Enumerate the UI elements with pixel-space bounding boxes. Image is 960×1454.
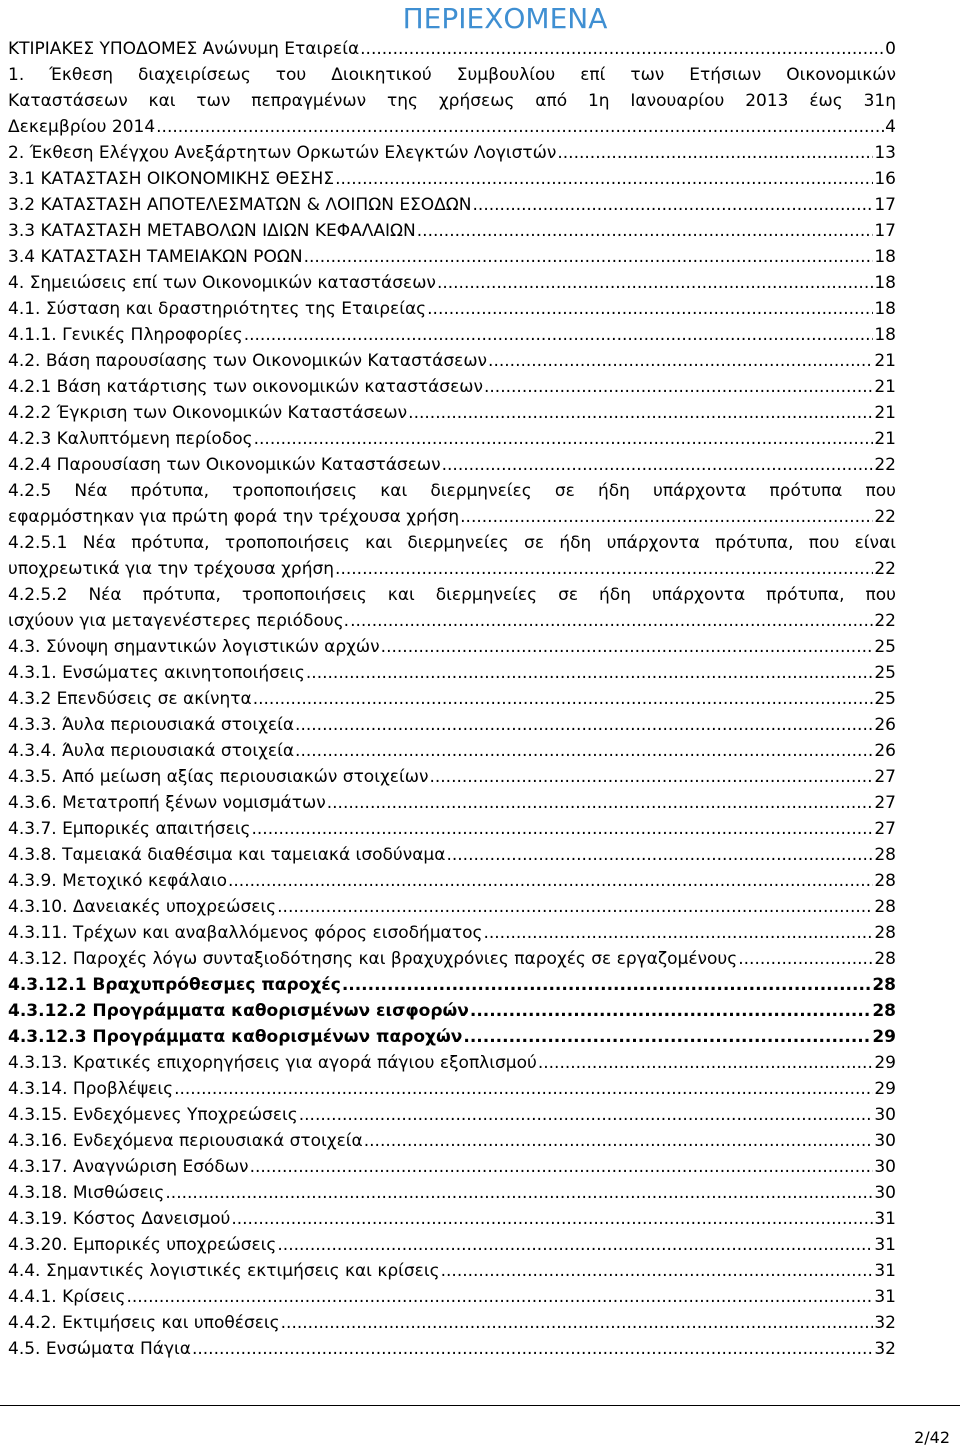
toc-page-number: 26 <box>874 715 896 735</box>
toc-entry[interactable] <box>8 1076 896 1102</box>
toc-entry-title: εφαρμόστηκαν για πρώτη φορά την τρέχουσα χρήση <box>8 507 460 527</box>
toc-entry-title: 4.3.3. Άυλα περιουσιακά στοιχεία <box>8 715 295 735</box>
toc-entry-title: 3.1 ΚΑΤΑΣΤΑΣΗ ΟΙΚΟΝΟΜΙΚΗΣ ΘΕΣΗΣ <box>8 169 335 189</box>
toc-entry[interactable] <box>8 1310 896 1336</box>
toc-entry[interactable] <box>8 192 896 218</box>
toc-entry-title: 4.3.12.1 Βραχυπρόθεσμες παροχές <box>8 975 341 995</box>
toc-page-number: 17 <box>874 195 896 215</box>
toc-page-number: 21 <box>874 403 896 423</box>
toc-entry-title: 4.3.12. Παροχές λόγω συνταξιοδότησης και βραχυχρόνιες παροχές σε εργαζομένους <box>8 949 738 969</box>
toc-entry[interactable] <box>8 816 896 842</box>
toc-page-number: 28 <box>872 975 896 995</box>
toc-entry-title: 3.2 ΚΑΤΑΣΤΑΣΗ ΑΠΟΤΕΛΕΣΜΑΤΩΝ & ΛΟΙΠΩΝ ΕΣΟΔΩΝ <box>8 195 472 215</box>
toc-entry-title: 4.3.20. Εμπορικές υποχρεώσεις <box>8 1235 277 1255</box>
toc-page-number: 30 <box>874 1105 896 1125</box>
table-of-contents <box>8 36 896 1388</box>
toc-dot-leader <box>126 1284 873 1310</box>
toc-entry[interactable] <box>8 400 896 426</box>
toc-entry-row <box>8 764 896 790</box>
toc-page-number: 16 <box>874 169 896 189</box>
toc-entry-title: 4.3. Σύνοψη σημαντικών λογιστικών αρχών <box>8 637 380 657</box>
toc-entry[interactable] <box>8 348 896 374</box>
toc-page-number: 18 <box>874 247 896 267</box>
page-number: 2/42 <box>914 1428 950 1447</box>
toc-entry-row <box>8 504 896 530</box>
toc-entry-title: 4.4. Σημαντικές λογιστικές εκτιμήσεις και κρίσεις <box>8 1261 440 1281</box>
toc-entry[interactable] <box>8 166 896 192</box>
toc-entry[interactable] <box>8 322 896 348</box>
toc-entry[interactable] <box>8 1206 896 1232</box>
toc-dot-leader <box>192 1336 873 1362</box>
toc-page-number: 31 <box>874 1287 896 1307</box>
toc-entry-row <box>8 738 896 764</box>
toc-entry-title: ισχύουν για μεταγενέστερες περιόδους. <box>8 611 350 631</box>
toc-entry-row <box>8 140 896 166</box>
toc-entry[interactable] <box>8 1180 896 1206</box>
toc-entry-row <box>8 1180 896 1206</box>
toc-entry-row <box>8 712 896 738</box>
toc-page-number: 31 <box>874 1209 896 1229</box>
toc-entry-row <box>8 322 896 348</box>
toc-entry[interactable] <box>8 374 896 400</box>
toc-entry-row <box>8 608 896 634</box>
toc-dot-leader <box>253 686 874 712</box>
toc-page-number: 30 <box>874 1131 896 1151</box>
toc-page-number: 28 <box>874 871 896 891</box>
toc-entry-title: 4.3.18. Μισθώσεις <box>8 1183 165 1203</box>
toc-entry-row <box>8 1336 896 1362</box>
toc-dot-leader <box>231 1206 873 1232</box>
toc-entry[interactable] <box>8 946 896 972</box>
toc-dot-leader <box>174 1076 873 1102</box>
toc-entry-row <box>8 842 896 868</box>
toc-dot-leader <box>228 868 873 894</box>
toc-entry-row <box>8 660 896 686</box>
toc-entry[interactable] <box>8 1154 896 1180</box>
toc-entry-title: Δεκεμβρίου 2014 <box>8 117 156 137</box>
toc-page-number: 30 <box>874 1183 896 1203</box>
toc-entry-title: 4.3.7. Εμπορικές απαιτήσεις <box>8 819 251 839</box>
toc-dot-leader <box>470 998 871 1024</box>
toc-entry-row <box>8 1284 896 1310</box>
toc-page-number: 25 <box>874 637 896 657</box>
toc-entry-row <box>8 36 896 62</box>
toc-page-number: 22 <box>874 507 896 527</box>
toc-page-number: 32 <box>874 1339 896 1359</box>
toc-entry-row <box>8 998 896 1024</box>
toc-dot-leader <box>327 790 874 816</box>
toc-entry-title: 3.4 ΚΑΤΑΣΤΑΣΗ ΤΑΜΕΙΑΚΩΝ ΡΟΩΝ <box>8 247 303 267</box>
toc-dot-leader <box>427 296 873 322</box>
toc-dot-leader <box>437 270 873 296</box>
toc-entry-title: υποχρεωτικά για την τρέχουσα χρήση <box>8 559 335 579</box>
toc-entry[interactable] <box>8 1232 896 1258</box>
toc-entry[interactable] <box>8 452 896 478</box>
toc-entry-row <box>8 452 896 478</box>
toc-dot-leader <box>463 1024 871 1050</box>
toc-entry[interactable] <box>8 1258 896 1284</box>
toc-dot-leader <box>381 634 874 660</box>
toc-dot-leader <box>165 1180 873 1206</box>
toc-page-number: 28 <box>874 949 896 969</box>
toc-page-number: 17 <box>874 221 896 241</box>
toc-dot-leader <box>350 608 873 634</box>
toc-page-number: 4 <box>885 117 896 137</box>
toc-dot-leader <box>306 660 873 686</box>
toc-page-number: 27 <box>874 793 896 813</box>
toc-entry[interactable] <box>8 972 896 998</box>
toc-entry-title: 4.3.10. Δανειακές υποχρεώσεις <box>8 897 277 917</box>
toc-dot-leader <box>295 712 873 738</box>
toc-entry-title: 4.2.1 Βάση κατάρτισης των οικονομικών καταστάσεων <box>8 377 483 397</box>
toc-entry-row <box>8 192 896 218</box>
toc-entry-row <box>8 686 896 712</box>
toc-page-number: 29 <box>874 1053 896 1073</box>
toc-entry[interactable] <box>8 842 896 868</box>
toc-entry[interactable] <box>8 920 896 946</box>
toc-entry[interactable] <box>8 582 896 634</box>
toc-entry-row <box>8 1154 896 1180</box>
toc-dot-leader <box>738 946 873 972</box>
toc-dot-leader <box>342 972 872 998</box>
toc-dot-leader <box>538 1050 874 1076</box>
toc-entry-row <box>8 1102 896 1128</box>
toc-entry[interactable] <box>8 62 896 140</box>
toc-dot-leader <box>408 400 873 426</box>
toc-dot-leader <box>473 192 874 218</box>
toc-entry-title: ΚΤΙΡΙΑΚΕΣ ΥΠΟΔΟΜΕΣ Ανώνυμη Εταιρεία <box>8 39 360 59</box>
toc-entry[interactable] <box>8 218 896 244</box>
toc-entry-row <box>8 114 896 140</box>
toc-entry[interactable] <box>8 530 896 582</box>
toc-dot-leader <box>460 504 873 530</box>
toc-dot-leader <box>335 556 873 582</box>
toc-entry-row <box>8 920 896 946</box>
toc-entry-title: 4.3.9. Μετοχικό κεφάλαιο <box>8 871 227 891</box>
toc-dot-leader <box>417 218 874 244</box>
toc-page-number: 13 <box>874 143 896 163</box>
toc-page-number: 28 <box>874 845 896 865</box>
toc-page-number: 18 <box>874 273 896 293</box>
toc-page-number: 26 <box>874 741 896 761</box>
toc-dot-leader <box>281 1310 874 1336</box>
toc-entry[interactable] <box>8 1102 896 1128</box>
toc-entry-title: 4.2. Βάση παρουσίασης των Οικονομικών Καταστάσεων <box>8 351 488 371</box>
toc-entry-row <box>8 634 896 660</box>
toc-page-number: 29 <box>872 1027 896 1047</box>
toc-dot-leader <box>483 920 873 946</box>
toc-dot-leader <box>441 1258 874 1284</box>
toc-entry-title: 4.5. Ενσώματα Πάγια <box>8 1339 191 1359</box>
toc-entry[interactable] <box>8 1284 896 1310</box>
toc-entry-row <box>8 894 896 920</box>
toc-page-number: 25 <box>874 689 896 709</box>
toc-entry[interactable] <box>8 1128 896 1154</box>
toc-entry-title: 4.3.16. Ενδεχόμενα περιουσιακά στοιχεία <box>8 1131 363 1151</box>
toc-entry-row <box>8 374 896 400</box>
toc-page-number: 18 <box>874 299 896 319</box>
toc-dot-leader <box>250 1154 874 1180</box>
toc-dot-leader <box>488 348 873 374</box>
toc-entry[interactable] <box>8 868 896 894</box>
toc-dot-leader <box>254 426 874 452</box>
toc-entry-line: 1. Έκθεση διαχειρίσεως του Διοικητικού Συμβουλίου επί των Ετήσιων Οικονομικών <box>8 65 896 85</box>
toc-entry[interactable] <box>8 1050 896 1076</box>
toc-page-number: 21 <box>874 377 896 397</box>
toc-entry-row <box>8 244 896 270</box>
toc-entry-row <box>8 296 896 322</box>
toc-entry-title: 4.3.8. Ταμειακά διαθέσιμα και ταμειακά ισοδύναμα <box>8 845 446 865</box>
toc-entry-title: 2. Έκθεση Ελέγχου Ανεξάρτητων Ορκωτών Ελεγκτών Λογιστών <box>8 143 557 163</box>
toc-end-spacer <box>8 1362 896 1388</box>
toc-page-number: 22 <box>874 455 896 475</box>
toc-entry-line: 4.2.5 Νέα πρότυπα, τροποποιήσεις και διερμηνείες σε ήδη υπάρχοντα πρότυπα που <box>8 481 896 501</box>
toc-entry-title: 4.3.11. Τρέχων και αναβαλλόμενος φόρος εισοδήματος <box>8 923 483 943</box>
toc-entry-row <box>8 790 896 816</box>
toc-entry-line: 4.2.5.1 Νέα πρότυπα, τροποποιήσεις και διερμηνείες σε ήδη υπάρχοντα πρότυπα, που είναι <box>8 533 896 553</box>
toc-entry[interactable] <box>8 478 896 530</box>
toc-dot-leader <box>156 114 884 140</box>
toc-page-number: 31 <box>874 1235 896 1255</box>
toc-entry[interactable] <box>8 998 896 1024</box>
toc-dot-leader <box>277 1232 873 1258</box>
toc-entry-title: 4.1.1. Γενικές Πληροφορίες <box>8 325 243 345</box>
toc-page-number: 28 <box>874 897 896 917</box>
toc-entry-line: 4.2.5.2 Νέα πρότυπα, τροποποιήσεις και διερμηνείες σε ήδη υπάρχοντα πρότυπα, που <box>8 585 896 605</box>
toc-entry[interactable] <box>8 894 896 920</box>
toc-entry-row <box>8 270 896 296</box>
toc-entry[interactable] <box>8 660 896 686</box>
toc-entry-line: Καταστάσεων και των πεπραγμένων της χρήσεως από 1η Ιανουαρίου 2013 έως 31η <box>8 91 896 111</box>
toc-entry[interactable] <box>8 712 896 738</box>
toc-dot-leader <box>484 374 873 400</box>
toc-entry-title: 4.4.2. Εκτιμήσεις και υποθέσεις <box>8 1313 280 1333</box>
toc-dot-leader <box>277 894 873 920</box>
toc-entry-title: 4. Σημειώσεις επί των Οικονομικών καταστάσεων <box>8 273 436 293</box>
toc-dot-leader <box>442 452 874 478</box>
toc-entry-title: 4.1. Σύσταση και δραστηριότητες της Εταιρείας <box>8 299 427 319</box>
toc-entry-row <box>8 1024 896 1050</box>
toc-entry-row <box>8 400 896 426</box>
toc-page-number: 0 <box>885 39 896 59</box>
toc-entry-row <box>8 166 896 192</box>
toc-entry-title: 4.3.19. Κόστος Δανεισμού <box>8 1209 231 1229</box>
toc-dot-leader <box>295 738 873 764</box>
toc-page-number: 22 <box>874 559 896 579</box>
toc-entry-row <box>8 1206 896 1232</box>
toc-entry-row <box>8 218 896 244</box>
toc-entry-row <box>8 1232 896 1258</box>
toc-entry-title: 4.3.1. Ενσώματες ακινητοποιήσεις <box>8 663 305 683</box>
toc-page-number: 18 <box>874 325 896 345</box>
toc-entry[interactable] <box>8 1024 896 1050</box>
toc-page-number: 27 <box>874 767 896 787</box>
toc-page-number: 32 <box>874 1313 896 1333</box>
toc-entry[interactable] <box>8 140 896 166</box>
toc-entry[interactable] <box>8 634 896 660</box>
toc-dot-leader <box>429 764 873 790</box>
toc-entry-title: 3.3 ΚΑΤΑΣΤΑΣΗ ΜΕΤΑΒΟΛΩΝ ΙΔΙΩΝ ΚΕΦΑΛΑΙΩΝ <box>8 221 416 241</box>
toc-entry-title: 4.3.6. Μετατροπή ξένων νομισμάτων <box>8 793 326 813</box>
toc-entry-title: 4.3.5. Από μείωση αξίας περιουσιακών στοιχείων <box>8 767 429 787</box>
toc-entry[interactable] <box>8 426 896 452</box>
toc-page-number: 31 <box>874 1261 896 1281</box>
toc-entry-row <box>8 1050 896 1076</box>
toc-page-number: 30 <box>874 1157 896 1177</box>
toc-entry-title: 4.3.2 Επενδύσεις σε ακίνητα <box>8 689 252 709</box>
toc-page-number: 21 <box>874 351 896 371</box>
toc-dot-leader <box>335 166 873 192</box>
toc-entry[interactable] <box>8 738 896 764</box>
toc-entry-row <box>8 972 896 998</box>
toc-entry-title: 4.3.12.3 Προγράμματα καθορισμένων παροχών <box>8 1027 463 1047</box>
toc-page-number: 27 <box>874 819 896 839</box>
toc-entry[interactable] <box>8 36 896 62</box>
toc-entry-title: 4.3.15. Ενδεχόμενες Υποχρεώσεις <box>8 1105 298 1125</box>
toc-page-number: 21 <box>874 429 896 449</box>
toc-entry[interactable] <box>8 790 896 816</box>
toc-page-number: 25 <box>874 663 896 683</box>
toc-entry-title: 4.2.2 Έγκριση των Οικονομικών Καταστάσεων <box>8 403 408 423</box>
toc-page-number: 28 <box>872 1001 896 1021</box>
toc-dot-leader <box>557 140 873 166</box>
toc-dot-leader <box>360 36 884 62</box>
toc-entry-title: 4.3.14. Προβλέψεις <box>8 1079 174 1099</box>
toc-entry-row <box>8 1258 896 1284</box>
toc-page-number: 28 <box>874 923 896 943</box>
toc-entry-row <box>8 426 896 452</box>
toc-page-number: 22 <box>874 611 896 631</box>
toc-entry[interactable] <box>8 244 896 270</box>
toc-entry-row <box>8 556 896 582</box>
toc-entry-title: 4.3.13. Κρατικές επιχορηγήσεις για αγορά πάγιου εξοπλισμού <box>8 1053 537 1073</box>
toc-dot-leader <box>446 842 873 868</box>
toc-entry-title: 4.3.17. Αναγνώριση Εσόδων <box>8 1157 249 1177</box>
toc-entry[interactable] <box>8 296 896 322</box>
toc-entry-row <box>8 868 896 894</box>
toc-entry[interactable] <box>8 1336 896 1362</box>
toc-entry[interactable] <box>8 686 896 712</box>
toc-entry-row <box>8 1310 896 1336</box>
footer-rule <box>0 1405 960 1406</box>
toc-entry-row <box>8 816 896 842</box>
toc-entry-row <box>8 946 896 972</box>
toc-page-number: 29 <box>874 1079 896 1099</box>
toc-dot-leader <box>299 1102 874 1128</box>
toc-entry-row <box>8 348 896 374</box>
toc-entry-title: 4.3.12.2 Προγράμματα καθορισμένων εισφορών <box>8 1001 469 1021</box>
toc-dot-leader <box>304 244 874 270</box>
toc-dot-leader <box>252 816 874 842</box>
toc-entry-title: 4.4.1. Κρίσεις <box>8 1287 126 1307</box>
toc-entry-title: 4.2.3 Καλυπτόμενη περίοδος <box>8 429 253 449</box>
toc-dot-leader <box>364 1128 874 1154</box>
toc-title: ΠΕΡΙΕΧΟΜΕΝΑ <box>402 2 608 35</box>
toc-entry-title: 4.3.4. Άυλα περιουσιακά στοιχεία <box>8 741 295 761</box>
toc-entry-row <box>8 1076 896 1102</box>
toc-entry[interactable] <box>8 270 896 296</box>
toc-entry-title: 4.2.4 Παρουσίαση των Οικονομικών Καταστάσεων <box>8 455 441 475</box>
toc-entry-row <box>8 1128 896 1154</box>
toc-dot-leader <box>244 322 874 348</box>
toc-entry[interactable] <box>8 764 896 790</box>
